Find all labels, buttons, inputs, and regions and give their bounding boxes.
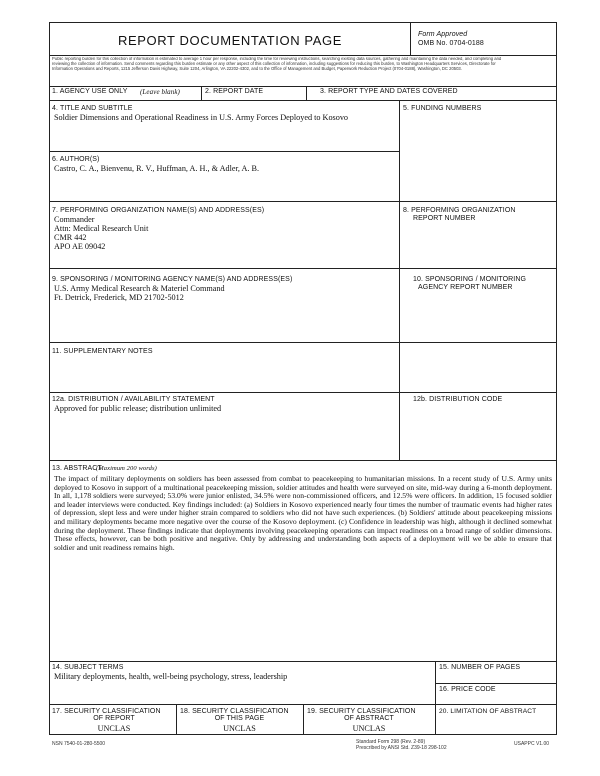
rule [435,661,436,735]
perf-report-label-2: REPORT NUMBER [413,215,476,222]
security-report-label: 17. SECURITY CLASSIFICATION [52,708,161,715]
rule [49,55,557,56]
usappc-version: USAPPC V1.00 [514,741,550,747]
rule [201,86,202,100]
performing-org-label: 7. PERFORMING ORGANIZATION NAME(S) AND ADDRESS(ES) [52,207,265,214]
form-title: REPORT DOCUMENTATION PAGE [118,33,342,48]
sponsor-label: 9. SPONSORING / MONITORING AGENCY NAME(S) AND ADDRESS(ES) [52,276,293,283]
form-frame [49,22,557,735]
performing-org-line: Attn: Medical Research Unit [54,224,149,233]
security-page-label: 18. SECURITY CLASSIFICATION [180,708,289,715]
security-abstract-label-2: OF ABSTRACT [344,715,394,722]
limitation-label: 20. LIMITATION OF ABSTRACT [439,708,537,715]
agency-use-label: 1. AGENCY USE ONLY [52,88,128,95]
security-report-value: UNCLAS [97,724,131,733]
report-type-label: 3. REPORT TYPE AND DATES COVERED [320,88,458,95]
rule [49,86,557,87]
rule [49,151,399,152]
rule [49,201,557,202]
nsn-number: NSN 7540-01-280-5500 [52,741,106,747]
form-approved: Form Approved [418,31,468,38]
performing-org-line: APO AE 09042 [54,242,106,251]
sponsor-report-label: 10. SPONSORING / MONITORING [413,276,527,283]
performing-org-line: CMR 442 [54,233,87,242]
burden-notice: Public reporting burden for this collection of information is estimated to average 1 hour per response, including the time for reviewing instructions, searching existing data sources, gathering and maintaining the data needed, and completing and reviewing the collection of information. Send comments regarding this burden estimate or any other aspect of this collection of information, including suggestions for reducing this burden, to Washington Headquarters Services, Directorate for Information Operations and Reports, 1215 Jefferson Davis Highway, Suite 1204, Arlington, VA 22202-4302, and to the Office of Management and Budget, Paperwork Reduction Project (0704-0188), Washington, DC 20503. [52,57,502,71]
distribution-label: 12a. DISTRIBUTION / AVAILABILITY STATEMENT [52,396,215,403]
perf-report-label: 8. PERFORMING ORGANIZATION [403,207,516,214]
abstract-hint: (Maximum 200 words) [96,465,157,472]
rule [306,86,307,100]
security-page-label-2: OF THIS PAGE [214,715,265,722]
authors-value: Castro, C. A., Bienvenu, R. V., Huffman, A. H., & Adler, A. B. [54,164,260,173]
rule [399,100,400,140]
distribution-code-label: 12b. DISTRIBUTION CODE [413,396,503,403]
rule [49,100,557,101]
supplementary-notes-label: 11. SUPPLEMENTARY NOTES [52,348,153,355]
sponsor-report-label-2: AGENCY REPORT NUMBER [418,284,513,291]
title-label: 4. TITLE AND SUBTITLE [52,105,133,112]
subject-terms-value: Military deployments, health, well-being psychology, stress, leadership [54,672,288,681]
security-abstract-value: UNCLAS [352,724,386,733]
funding-label: 5. FUNDING NUMBERS [403,105,482,112]
security-report-label-2: OF REPORT [93,715,135,722]
agency-use-hint: (Leave blank) [140,88,180,96]
rule [435,683,557,684]
rule [399,140,400,460]
authors-label: 6. AUTHOR(S) [52,156,100,163]
rule [49,268,557,269]
abstract-label: 13. ABSTRACT [52,465,102,472]
subject-terms-label: 14. SUBJECT TERMS [52,664,124,671]
security-abstract-label: 19. SECURITY CLASSIFICATION [307,708,416,715]
price-code-label: 16. PRICE CODE [439,686,496,693]
standard-form: Standard Form 298 (Rev. 2-89) [356,739,426,745]
title-value: Soldier Dimensions and Operational Readiness in U.S. Army Forces Deployed to Kosovo [54,113,349,122]
header-divider [410,22,411,55]
distribution-value: Approved for public release; distribution unlimited [54,404,222,413]
performing-org-line: Commander [54,215,95,224]
omb-number: OMB No. 0704-0188 [418,40,484,47]
sponsor-line: Ft. Detrick, Frederick, MD 21702-5012 [54,293,184,302]
sponsor-line: U.S. Army Medical Research & Materiel Command [54,284,225,293]
rule [49,661,557,662]
security-page-value: UNCLAS [223,724,256,733]
abstract-text: The impact of military deployments on soldiers has been assessed from combat to peacekeeping to humanitarian missions. In a recent study of U.S. Army units deployed to Kosovo in support of a multinational peacekeeping mission, soldier attitudes and health were surveyed on site, mid-way during a 6-month deployment. In all, 1,178 soldiers were surveyed; 53.0% were junior enlisted, 34.5% were non-commissioned officers, and 12.5% were officers. In addition, 15 focused soldier and leader interviews were conducted. Key findings included: (a) Soldiers in Kosovo experienced nearly four times the number of traumatic events had higher rates of depression, slept less and were under higher strain compared to soldiers who did not have such experiences. (b) Soldiers' attitude about peacekeeping missions and military deployments became more negative over the course of the Kosovo deployment. (c) Confidence in leadership was high, although it declined somewhat during the deployment. These findings indicate that deployments involving peacekeeping operations can impact readiness on a broad range of soldier dimensions. These effects, however, can be both positive and negative. Only by addressing and understanding both aspects of a deployment will we be able to ensure that soldier and unit readiness remains high. [54,474,552,552]
rule [49,392,557,393]
rule [49,342,557,343]
number-of-pages-label: 15. NUMBER OF PAGES [439,664,521,671]
prescribed-by: Prescribed by ANSI Std. Z39-18 298-102 [356,745,447,751]
rule [49,460,557,461]
report-date-label: 2. REPORT DATE [205,88,264,95]
